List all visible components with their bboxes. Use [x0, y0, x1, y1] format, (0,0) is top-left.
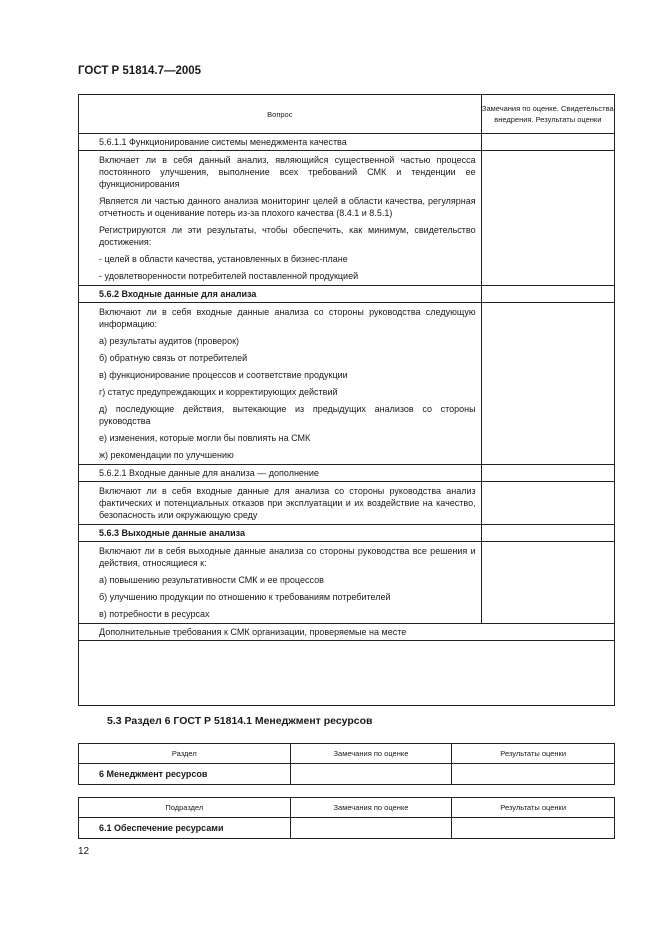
table-row — [79, 303, 615, 465]
list-item: д) последующие действия, вытекающие из предыдущих анализов со стороны руководства — [99, 404, 476, 426]
remarks-cell — [481, 465, 614, 482]
remarks-cell — [481, 542, 614, 624]
list-item: г) статус предупреждающих и корректирующих действий — [99, 387, 338, 397]
question-text: Включают ли в себя входные данные анализа со стороны руководства следующую информацию: — [99, 307, 476, 329]
additional-requirements-heading: Дополнительные требования к СМК организации, проверяемые на месте — [79, 624, 615, 641]
column-header-results: Результаты оценки — [452, 744, 615, 764]
subsection-table — [78, 797, 615, 839]
review-questions-table — [78, 94, 615, 706]
table-row — [79, 482, 615, 525]
column-header-subsection: Подраздел — [79, 798, 291, 818]
table-header-row — [79, 744, 615, 764]
column-header-question: Вопрос — [79, 95, 482, 134]
remarks-cell — [290, 764, 452, 785]
remarks-cell — [481, 151, 614, 286]
table-row — [79, 624, 615, 641]
results-cell — [452, 764, 615, 785]
table-row — [79, 151, 615, 286]
remarks-cell — [481, 482, 614, 525]
remarks-cell — [290, 818, 452, 839]
section-heading-563: 5.6.3 Выходные данные анализа — [79, 525, 482, 542]
empty-notes-cell — [79, 641, 615, 706]
column-header-remarks: Замечания по оценке — [290, 798, 452, 818]
column-header-remarks: Замечания по оценке. Свидетельства внедрения. Результаты оценки — [481, 95, 614, 134]
table-row — [79, 818, 615, 839]
list-item: ж) рекомендации по улучшению — [99, 450, 234, 460]
section-heading-5611: 5.6.1.1 Функционирование системы менеджмента качества — [79, 134, 482, 151]
list-item: а) результаты аудитов (проверок) — [99, 336, 240, 346]
question-text: Включают ли в себя входные данные для анализа со стороны руководства анализ фактических и потенциальных отказов при эксплуатации и их воздействие на качество, безопасность или окружающую среду — [99, 486, 476, 520]
question-text: Регистрируются ли эти результаты, чтобы обеспечить, как минимум, свидетельство достижения: — [99, 225, 476, 247]
table-row — [79, 764, 615, 785]
table-row — [79, 641, 615, 706]
section-row-label: 6 Менеджмент ресурсов — [79, 764, 291, 785]
column-header-results: Результаты оценки — [452, 798, 615, 818]
section-heading-562: 5.6.2 Входные данные для анализа — [79, 286, 482, 303]
table-row — [79, 542, 615, 624]
document-header: ГОСТ Р 51814.7—2005 — [78, 65, 202, 77]
table-header-row — [79, 798, 615, 818]
section-heading-5621: 5.6.2.1 Входные данные для анализа — дополнение — [79, 465, 482, 482]
question-text: Включают ли в себя выходные данные анализа со стороны руководства все решения и действия, относящиеся к: — [99, 546, 476, 568]
question-cell — [79, 151, 482, 286]
remarks-cell — [481, 525, 614, 542]
remarks-cell — [481, 134, 614, 151]
page-number: 12 — [78, 846, 90, 857]
list-item: - целей в области качества, установленных в бизнес-плане — [99, 254, 348, 264]
list-item: - удовлетворенности потребителей поставленной продукцией — [99, 271, 359, 281]
section-table — [78, 743, 615, 785]
question-cell — [79, 303, 482, 465]
list-item: а) повышению результативности СМК и ее процессов — [99, 575, 324, 585]
question-cell — [79, 542, 482, 624]
subsection-row-label: 6.1 Обеспечение ресурсами — [79, 818, 291, 839]
section-title: 5.3 Раздел 6 ГОСТ Р 51814.1 Менеджмент ресурсов — [107, 715, 373, 727]
question-cell — [79, 482, 482, 525]
list-item: в) функционирование процессов и соответствие продукции — [99, 370, 348, 380]
list-item: е) изменения, которые могли бы повлиять на СМК — [99, 433, 311, 443]
remarks-cell — [481, 303, 614, 465]
table-row — [79, 286, 615, 303]
list-item: в) потребности в ресурсах — [99, 609, 210, 619]
column-header-section: Раздел — [79, 744, 291, 764]
list-item: б) обратную связь от потребителей — [99, 353, 248, 363]
results-cell — [452, 818, 615, 839]
remarks-cell — [481, 286, 614, 303]
table-header-row — [79, 95, 615, 134]
table-row — [79, 525, 615, 542]
column-header-remarks: Замечания по оценке — [290, 744, 452, 764]
question-text: Включает ли в себя данный анализ, являющийся существенной частью процесса постоянного улучшения, выполнение всех требований СМК и тенденции ее функционирования — [99, 155, 476, 189]
question-text: Является ли частью данного анализа мониторинг целей в области качества, регулярная отчетность и оценивание потерь из-за плохого качества (8.4.1 и 8.5.1) — [99, 196, 476, 218]
table-row — [79, 465, 615, 482]
table-row — [79, 134, 615, 151]
list-item: б) улучшению продукции по отношению к требованиям потребителей — [99, 592, 391, 602]
